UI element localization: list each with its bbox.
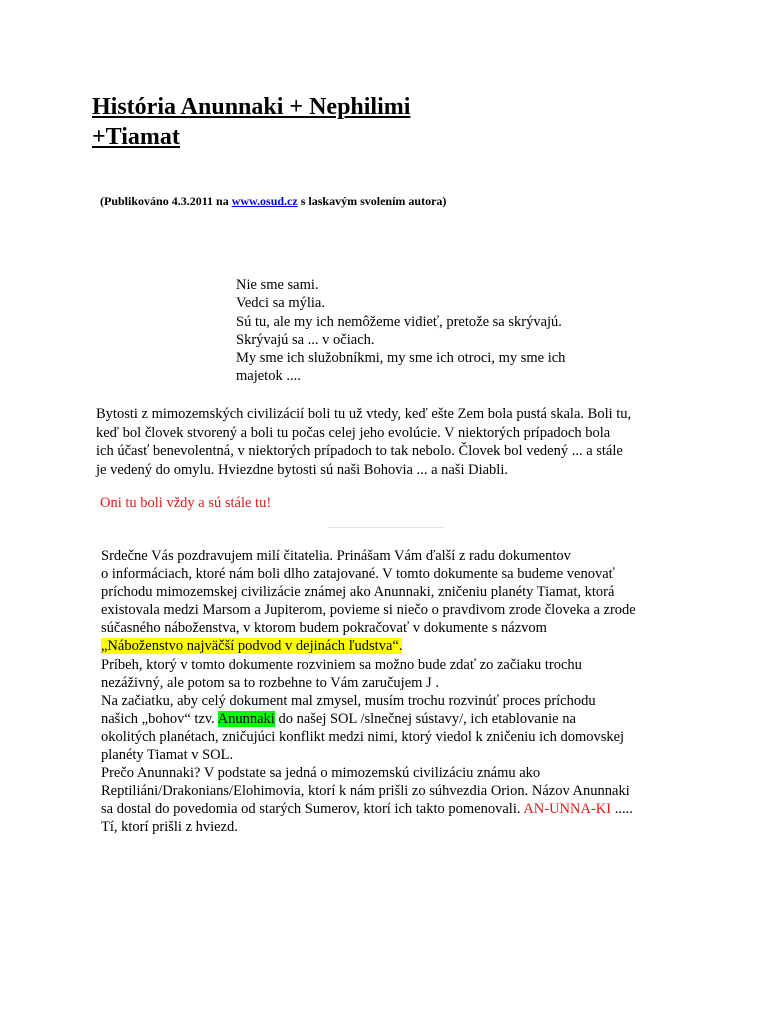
paragraph-line: je vedený do omylu. Hviezdne bytosti sú naši Bohovia ... a naši Diabli. xyxy=(96,461,508,478)
body-line: Tí, ktorí prišli z hviezd. xyxy=(101,819,238,836)
paragraph-line: ich účasť benevolentná, v niektorých prípadoch to tak nebolo. Človek bol vedený ... a stále xyxy=(96,443,623,460)
paragraph-line: Bytosti z mimozemských civilizácií boli tu už vtedy, keď ešte Zem bola pustá skala. Boli tu, xyxy=(96,406,632,422)
poem-line: Vedci sa mýlia. xyxy=(236,295,325,312)
text-segment: sa dostal do povedomia od starých Sumerov, ktorí ich takto pomenovali. xyxy=(101,801,524,818)
text-segment: ..... xyxy=(611,801,633,818)
slogan: Oni tu boli vždy a sú stále tu! xyxy=(100,495,272,511)
separator-line xyxy=(328,527,445,528)
body-line: príchodu mimozemskej civilizácie známej ako Anunnaki, zničeniu planéty Tiamat, ktorá xyxy=(101,584,615,601)
body-line: planéty Tiamat v SOL. xyxy=(101,747,234,764)
body-line: Srdečne Vás pozdravujem milí čitatelia. Prinášam Vám ďalší z radu dokumentov xyxy=(101,548,571,564)
poem-line: Skrývajú sa ... v očiach. xyxy=(236,331,375,348)
body-line: okolitých planétach, zničujúci konflikt medzi nimi, ktorý viedol k zničeniu ich domovskej xyxy=(101,728,625,745)
publication-suffix: s laskavým svolením autora) xyxy=(297,194,447,208)
poem-line: Sú tu, ale my ich nemôžeme vidieť, pretože sa skrývajú. xyxy=(236,313,562,330)
poem-line: Nie sme sami. xyxy=(236,277,319,293)
body-line: Reptiliáni/Drakonians/Elohimovia, ktorí k nám prišli zo súhvezdia Orion. Názov Anunnaki xyxy=(101,783,630,800)
body-line: Príbeh, ktorý v tomto dokumente rozviniem sa možno bude zdať zo začiaku trochu xyxy=(101,656,582,673)
body-text xyxy=(101,547,636,837)
poem-line: My sme ich služobníkmi, my sme ich otroci, my sme ich xyxy=(236,350,566,367)
body-line xyxy=(101,710,636,728)
text-segment: do našej SOL /slnečnej sústavy/, ich etablovanie na xyxy=(274,710,576,727)
body-line: súčasného náboženstva, v ktorom budem pokračovať v dokumente s názvom xyxy=(101,620,547,637)
intro-paragraph xyxy=(96,405,631,479)
highlighted-anunnaki: Anunnaki xyxy=(217,710,275,727)
paragraph-line: keď bol človek stvorený a boli tu počas celej jeho evolúcie. V niektorých prípadoch bola xyxy=(96,424,611,441)
text-segment: našich „bohov“ tzv. xyxy=(101,710,218,727)
red-term: AN-UNNA-KI xyxy=(523,801,612,818)
body-line: existovala medzi Marsom a Jupiterom, povieme si niečo o pravdivom zrode človeka a zrode xyxy=(101,602,636,619)
publication-prefix: (Publikováno 4.3.2011 na xyxy=(100,194,232,208)
document-title xyxy=(92,92,512,152)
body-line: nezáživný, ale potom sa to rozbehne to Vám zaručujem J . xyxy=(101,674,439,691)
body-line: Na začiatku, aby celý dokument mal zmysel, musím trochu rozvinúť proces príchodu xyxy=(101,692,596,709)
poem-line: majetok .... xyxy=(236,368,301,385)
publication-note xyxy=(100,194,446,209)
body-line xyxy=(101,800,636,818)
body-line xyxy=(101,637,636,655)
body-line: Prečo Anunnaki? V podstate sa jedná o mimozemskú civilizáciu známu ako xyxy=(101,765,541,782)
source-link[interactable]: www.osud.cz xyxy=(231,194,298,208)
title-line-1: História Anunnaki + Nephilimi xyxy=(92,94,411,120)
poem-block xyxy=(236,276,565,386)
highlighted-document-title: „Náboženstvo najväčší podvod v dejinách ľudstva“. xyxy=(101,638,403,655)
title-line-2: +Tiamat xyxy=(92,124,180,150)
body-line: o informáciach, ktoré nám boli dlho zatajované. V tomto dokumente sa budeme venovať xyxy=(101,566,615,583)
